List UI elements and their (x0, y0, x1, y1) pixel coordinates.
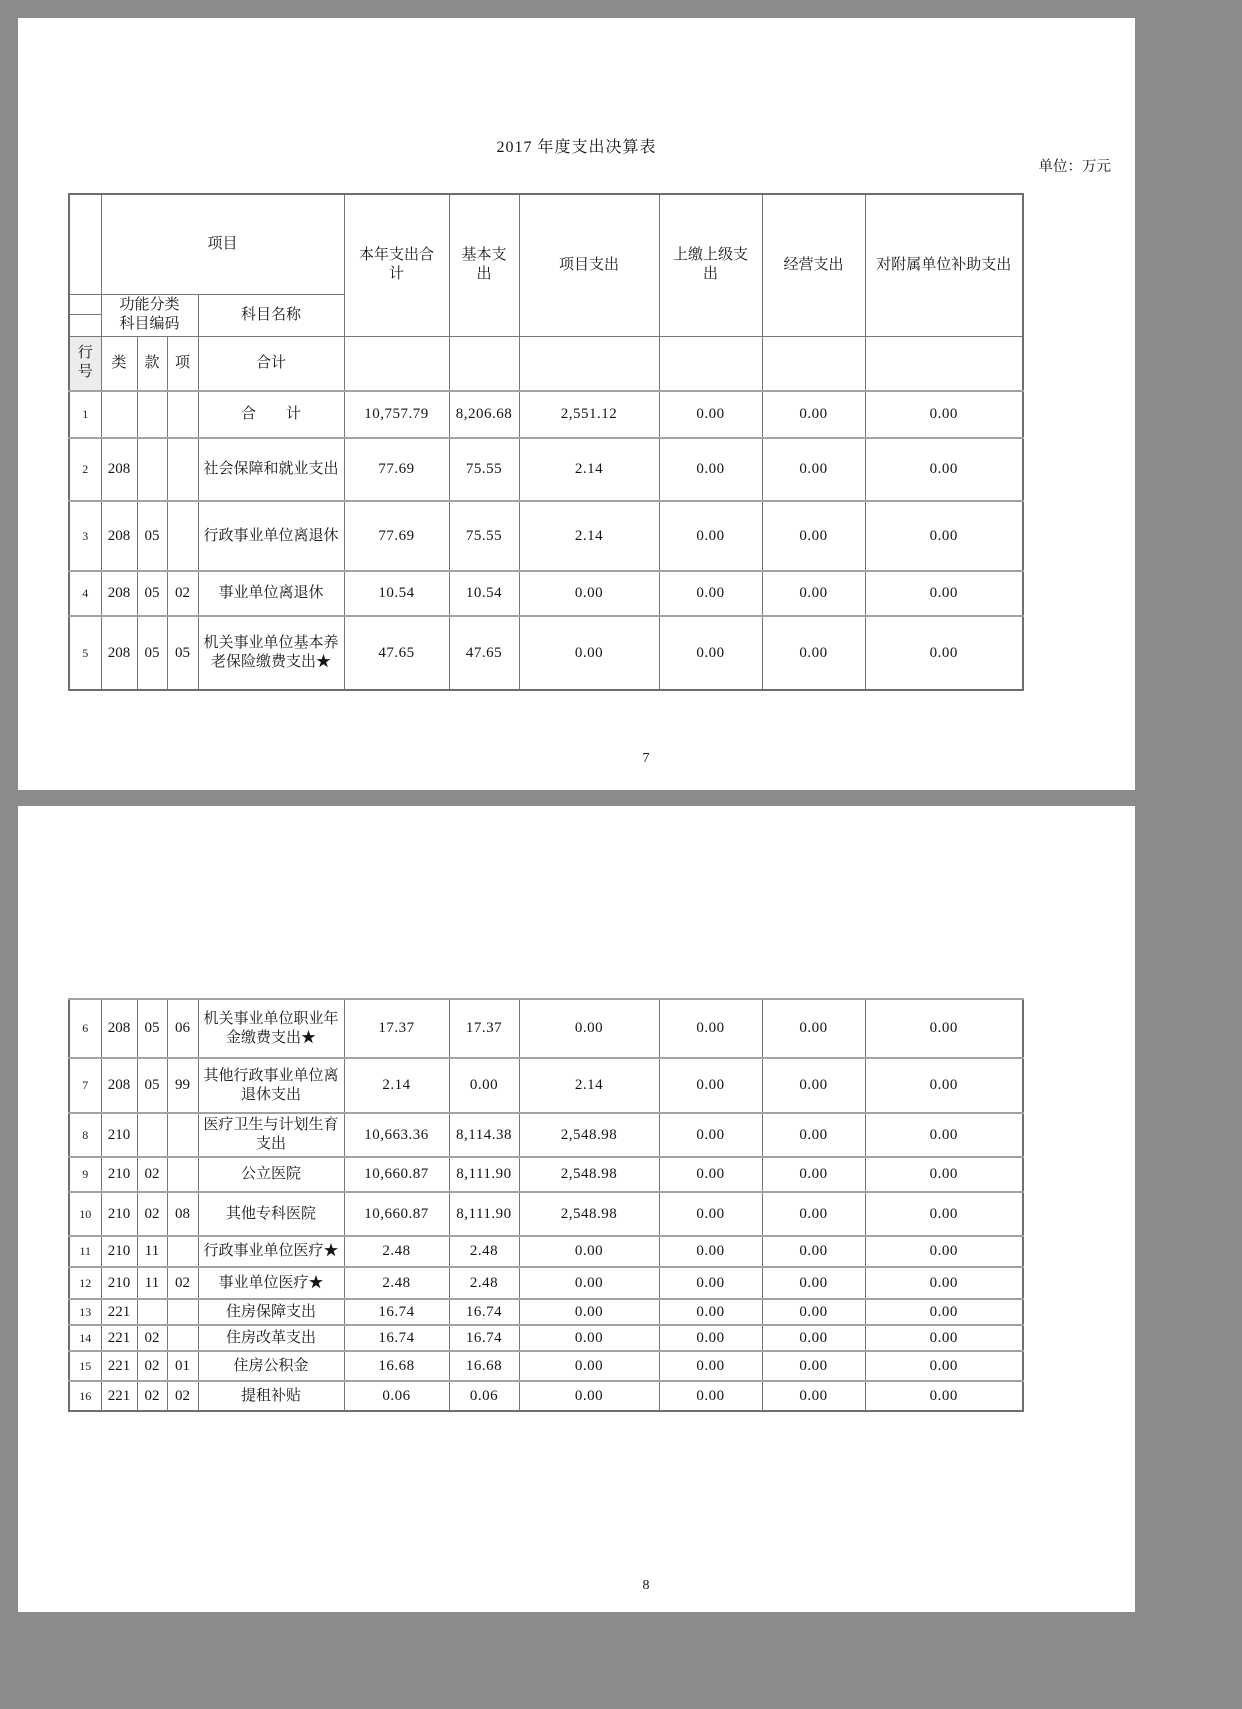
amount-subsidy-cell: 0.00 (865, 999, 1023, 1058)
amount-annual-total-cell: 47.65 (344, 616, 449, 690)
amount-upper-cell: 0.00 (659, 571, 762, 616)
amount-operating-cell: 0.00 (762, 1381, 865, 1411)
amount-subsidy-cell: 0.00 (865, 438, 1023, 501)
amount-basic-cell: 2.48 (449, 1267, 519, 1299)
amount-annual-total-cell: 10,663.36 (344, 1113, 449, 1157)
amount-upper-cell: 0.00 (659, 1381, 762, 1411)
amount-project-cell: 0.00 (519, 1236, 659, 1267)
subject-name-cell: 公立医院 (198, 1157, 344, 1192)
header-empty-cell (344, 336, 449, 391)
table-row (69, 438, 1023, 501)
amount-operating-cell: 0.00 (762, 391, 865, 438)
header-line: 上缴上级支 (673, 247, 749, 264)
page-number: 8 (642, 1578, 650, 1593)
amount-project-cell: 2,548.98 (519, 1157, 659, 1192)
code-section-cell: 05 (137, 1058, 167, 1113)
subject-name-cell: 其他专科医院 (198, 1192, 344, 1236)
amount-project-cell: 2,551.12 (519, 391, 659, 438)
code-section-cell: 05 (137, 501, 167, 571)
amount-subsidy-cell: 0.00 (865, 1381, 1023, 1411)
amount-project-cell: 0.00 (519, 1299, 659, 1325)
code-section-cell: 11 (137, 1267, 167, 1299)
amount-subsidy-cell: 0.00 (865, 1058, 1023, 1113)
amount-subsidy-cell: 0.00 (865, 571, 1023, 616)
pdf-page-8 (18, 806, 1135, 1612)
header-empty-cell (449, 336, 519, 391)
amount-basic-cell: 0.00 (449, 1058, 519, 1113)
amount-basic-cell: 10.54 (449, 571, 519, 616)
header-line: 号 (77, 364, 93, 381)
code-item-cell: 02 (167, 571, 198, 616)
amount-project-cell: 2,548.98 (519, 1192, 659, 1236)
code-class-cell: 210 (101, 1267, 137, 1299)
amount-operating-cell: 0.00 (762, 1236, 865, 1267)
code-item-cell: 02 (167, 1267, 198, 1299)
amount-annual-total-cell: 77.69 (344, 501, 449, 571)
table-row (69, 616, 1023, 690)
amount-basic-cell: 16.74 (449, 1325, 519, 1351)
amount-upper-cell: 0.00 (659, 438, 762, 501)
amount-upper-cell: 0.00 (659, 999, 762, 1058)
amount-subsidy-cell: 0.00 (865, 1325, 1023, 1351)
amount-project-cell: 0.00 (519, 1381, 659, 1411)
amount-project-cell: 0.00 (519, 1325, 659, 1351)
row-number-cell: 8 (69, 1113, 101, 1157)
amount-upper-cell: 0.00 (659, 1058, 762, 1113)
code-item-cell: 02 (167, 1381, 198, 1411)
row-number-cell: 4 (69, 571, 101, 616)
header-col-subsidy: 对附属单位补助支出 (865, 194, 1023, 336)
code-item-cell: 08 (167, 1192, 198, 1236)
amount-operating-cell: 0.00 (762, 1325, 865, 1351)
amount-basic-cell: 8,111.90 (449, 1157, 519, 1192)
unit-label: 单位：万元 (1038, 159, 1111, 175)
code-item-cell (167, 1325, 198, 1351)
code-class-cell: 221 (101, 1381, 137, 1411)
code-class-cell: 208 (101, 1058, 137, 1113)
header-corner-cell (69, 194, 101, 294)
amount-basic-cell: 16.74 (449, 1299, 519, 1325)
amount-subsidy-cell: 0.00 (865, 1113, 1023, 1157)
code-section-cell: 02 (137, 1192, 167, 1236)
header-empty-cell (865, 336, 1023, 391)
code-class-cell: 208 (101, 571, 137, 616)
code-section-cell: 02 (137, 1381, 167, 1411)
code-class-cell: 210 (101, 1157, 137, 1192)
row-number-cell: 14 (69, 1325, 101, 1351)
amount-operating-cell: 0.00 (762, 1157, 865, 1192)
amount-upper-cell: 0.00 (659, 391, 762, 438)
amount-basic-cell: 17.37 (449, 999, 519, 1058)
code-item-cell (167, 438, 198, 501)
amount-operating-cell: 0.00 (762, 616, 865, 690)
amount-operating-cell: 0.00 (762, 438, 865, 501)
amount-operating-cell: 0.00 (762, 1299, 865, 1325)
amount-project-cell: 2,548.98 (519, 1113, 659, 1157)
amount-basic-cell: 47.65 (449, 616, 519, 690)
row-number-cell: 12 (69, 1267, 101, 1299)
code-section-cell: 11 (137, 1236, 167, 1267)
amount-annual-total-cell: 16.74 (344, 1325, 449, 1351)
amount-operating-cell: 0.00 (762, 1267, 865, 1299)
table-row (69, 1236, 1023, 1267)
table-row (69, 999, 1023, 1058)
amount-project-cell: 2.14 (519, 501, 659, 571)
header-code-item: 项 (167, 336, 198, 391)
code-class-cell: 208 (101, 999, 137, 1058)
table-row (69, 571, 1023, 616)
header-code-class: 类 (101, 336, 137, 391)
amount-upper-cell: 0.00 (659, 1157, 762, 1192)
subject-name-cell: 其他行政事业单位离退休支出 (198, 1058, 344, 1113)
amount-annual-total-cell: 0.06 (344, 1381, 449, 1411)
header-col-basic (449, 194, 519, 336)
amount-subsidy-cell: 0.00 (865, 616, 1023, 690)
amount-annual-total-cell: 10,757.79 (344, 391, 449, 438)
pdf-page-7 (18, 18, 1135, 790)
code-item-cell: 06 (167, 999, 198, 1058)
row-number-cell: 10 (69, 1192, 101, 1236)
table-row (69, 1058, 1023, 1113)
amount-upper-cell: 0.00 (659, 1192, 762, 1236)
header-corner-cell (69, 294, 101, 314)
amount-annual-total-cell: 2.14 (344, 1058, 449, 1113)
code-class-cell: 221 (101, 1299, 137, 1325)
table-row (69, 1113, 1023, 1157)
subject-name-cell: 机关事业单位基本养老保险缴费支出★ (198, 616, 344, 690)
amount-project-cell: 0.00 (519, 571, 659, 616)
subject-name-cell: 行政事业单位医疗★ (198, 1236, 344, 1267)
row-number-cell: 9 (69, 1157, 101, 1192)
code-class-cell: 221 (101, 1325, 137, 1351)
amount-annual-total-cell: 10,660.87 (344, 1157, 449, 1192)
code-section-cell: 05 (137, 999, 167, 1058)
document-title: 2017 年度支出决算表 (496, 139, 657, 156)
amount-project-cell: 2.14 (519, 1058, 659, 1113)
code-section-cell: 05 (137, 616, 167, 690)
subject-name-cell: 社会保障和就业支出 (198, 438, 344, 501)
code-section-cell (137, 391, 167, 438)
header-func-code (101, 294, 198, 336)
amount-upper-cell: 0.00 (659, 501, 762, 571)
amount-subsidy-cell: 0.00 (865, 1351, 1023, 1381)
code-item-cell (167, 501, 198, 571)
subject-name-cell: 事业单位离退休 (198, 571, 344, 616)
amount-upper-cell: 0.00 (659, 1113, 762, 1157)
amount-subsidy-cell: 0.00 (865, 1192, 1023, 1236)
code-class-cell: 208 (101, 501, 137, 571)
code-item-cell: 01 (167, 1351, 198, 1381)
row-number-cell: 5 (69, 616, 101, 690)
header-empty-cell (519, 336, 659, 391)
code-item-cell (167, 1236, 198, 1267)
amount-subsidy-cell: 0.00 (865, 1267, 1023, 1299)
amount-annual-total-cell: 2.48 (344, 1236, 449, 1267)
amount-subsidy-cell: 0.00 (865, 501, 1023, 571)
amount-subsidy-cell: 0.00 (865, 391, 1023, 438)
amount-basic-cell: 0.06 (449, 1381, 519, 1411)
header-subject-name: 科目名称 (198, 294, 344, 336)
amount-basic-cell: 8,114.38 (449, 1113, 519, 1157)
subject-name-cell: 事业单位医疗★ (198, 1267, 344, 1299)
row-number-cell: 11 (69, 1236, 101, 1267)
amount-annual-total-cell: 2.48 (344, 1267, 449, 1299)
amount-operating-cell: 0.00 (762, 571, 865, 616)
code-item-cell (167, 391, 198, 438)
header-line: 出 (703, 266, 719, 283)
amount-project-cell: 0.00 (519, 1267, 659, 1299)
amount-operating-cell: 0.00 (762, 1058, 865, 1113)
header-empty-cell (659, 336, 762, 391)
code-section-cell (137, 1113, 167, 1157)
code-item-cell (167, 1157, 198, 1192)
amount-operating-cell: 0.00 (762, 501, 865, 571)
subject-name-cell: 机关事业单位职业年金缴费支出★ (198, 999, 344, 1058)
code-class-cell: 208 (101, 438, 137, 501)
code-class-cell: 208 (101, 616, 137, 690)
header-line: 科目编码 (119, 316, 180, 332)
amount-basic-cell: 75.55 (449, 438, 519, 501)
amount-basic-cell: 8,111.90 (449, 1192, 519, 1236)
amount-operating-cell: 0.00 (762, 999, 865, 1058)
table-header (69, 194, 1023, 391)
table-row (69, 1192, 1023, 1236)
header-line: 出 (476, 266, 492, 283)
amount-annual-total-cell: 10.54 (344, 571, 449, 616)
header-total-label: 合计 (198, 336, 344, 391)
code-item-cell (167, 1299, 198, 1325)
row-number-cell: 16 (69, 1381, 101, 1411)
header-empty-cell (762, 336, 865, 391)
amount-upper-cell: 0.00 (659, 1267, 762, 1299)
row-number-cell: 1 (69, 391, 101, 438)
subject-name-cell: 医疗卫生与计划生育支出 (198, 1113, 344, 1157)
header-row-number (69, 336, 101, 391)
code-item-cell: 05 (167, 616, 198, 690)
row-number-cell: 15 (69, 1351, 101, 1381)
code-class-cell: 210 (101, 1113, 137, 1157)
amount-subsidy-cell: 0.00 (865, 1299, 1023, 1325)
subject-name-cell: 行政事业单位离退休 (198, 501, 344, 571)
amount-project-cell: 0.00 (519, 1351, 659, 1381)
code-section-cell: 02 (137, 1351, 167, 1381)
code-item-cell (167, 1113, 198, 1157)
code-class-cell: 210 (101, 1192, 137, 1236)
table-row (69, 1351, 1023, 1381)
amount-upper-cell: 0.00 (659, 1299, 762, 1325)
amount-annual-total-cell: 16.68 (344, 1351, 449, 1381)
code-section-cell (137, 1299, 167, 1325)
amount-annual-total-cell: 17.37 (344, 999, 449, 1058)
header-col-upper (659, 194, 762, 336)
amount-annual-total-cell: 10,660.87 (344, 1192, 449, 1236)
table-body (69, 391, 1023, 690)
table-row (69, 501, 1023, 571)
header-line: 计 (389, 266, 405, 283)
table-row (69, 1267, 1023, 1299)
header-project: 项目 (101, 194, 344, 294)
amount-subsidy-cell: 0.00 (865, 1236, 1023, 1267)
amount-operating-cell: 0.00 (762, 1113, 865, 1157)
table-row (69, 1299, 1023, 1325)
header-line: 功能分类 (119, 297, 180, 313)
amount-project-cell: 2.14 (519, 438, 659, 501)
amount-annual-total-cell: 16.74 (344, 1299, 449, 1325)
amount-operating-cell: 0.00 (762, 1192, 865, 1236)
expenditure-table-page-8 (68, 998, 1024, 1412)
amount-upper-cell: 0.00 (659, 1236, 762, 1267)
row-number-cell: 3 (69, 501, 101, 571)
table-row (69, 1381, 1023, 1411)
code-section-cell: 02 (137, 1325, 167, 1351)
amount-subsidy-cell: 0.00 (865, 1157, 1023, 1192)
code-section-cell (137, 438, 167, 501)
table-row (69, 391, 1023, 438)
expenditure-table-page-7 (68, 193, 1024, 691)
amount-upper-cell: 0.00 (659, 616, 762, 690)
amount-basic-cell: 16.68 (449, 1351, 519, 1381)
amount-annual-total-cell: 77.69 (344, 438, 449, 501)
table-body (69, 999, 1023, 1411)
code-class-cell: 221 (101, 1351, 137, 1381)
header-col-annual-total (344, 194, 449, 336)
subject-name-cell: 住房改革支出 (198, 1325, 344, 1351)
row-number-cell: 13 (69, 1299, 101, 1325)
subject-name-cell: 合 计 (198, 391, 344, 438)
table-row (69, 1325, 1023, 1351)
header-line: 基本支 (461, 247, 507, 264)
amount-project-cell: 0.00 (519, 999, 659, 1058)
header-line: 本年支出合 (359, 247, 435, 264)
header-col-project: 项目支出 (519, 194, 659, 336)
amount-operating-cell: 0.00 (762, 1351, 865, 1381)
amount-basic-cell: 75.55 (449, 501, 519, 571)
table-row (69, 1157, 1023, 1192)
code-section-cell: 02 (137, 1157, 167, 1192)
amount-project-cell: 0.00 (519, 616, 659, 690)
header-code-section: 款 (137, 336, 167, 391)
header-corner-cell (69, 314, 101, 336)
code-class-cell (101, 391, 137, 438)
code-item-cell: 99 (167, 1058, 198, 1113)
row-number-cell: 6 (69, 999, 101, 1058)
amount-upper-cell: 0.00 (659, 1351, 762, 1381)
amount-basic-cell: 2.48 (449, 1236, 519, 1267)
code-class-cell: 210 (101, 1236, 137, 1267)
page-number: 7 (642, 751, 650, 766)
amount-basic-cell: 8,206.68 (449, 391, 519, 438)
row-number-cell: 7 (69, 1058, 101, 1113)
subject-name-cell: 住房保障支出 (198, 1299, 344, 1325)
header-col-operating: 经营支出 (762, 194, 865, 336)
header-line: 行 (77, 345, 93, 362)
code-section-cell: 05 (137, 571, 167, 616)
amount-upper-cell: 0.00 (659, 1325, 762, 1351)
subject-name-cell: 住房公积金 (198, 1351, 344, 1381)
row-number-cell: 2 (69, 438, 101, 501)
subject-name-cell: 提租补贴 (198, 1381, 344, 1411)
